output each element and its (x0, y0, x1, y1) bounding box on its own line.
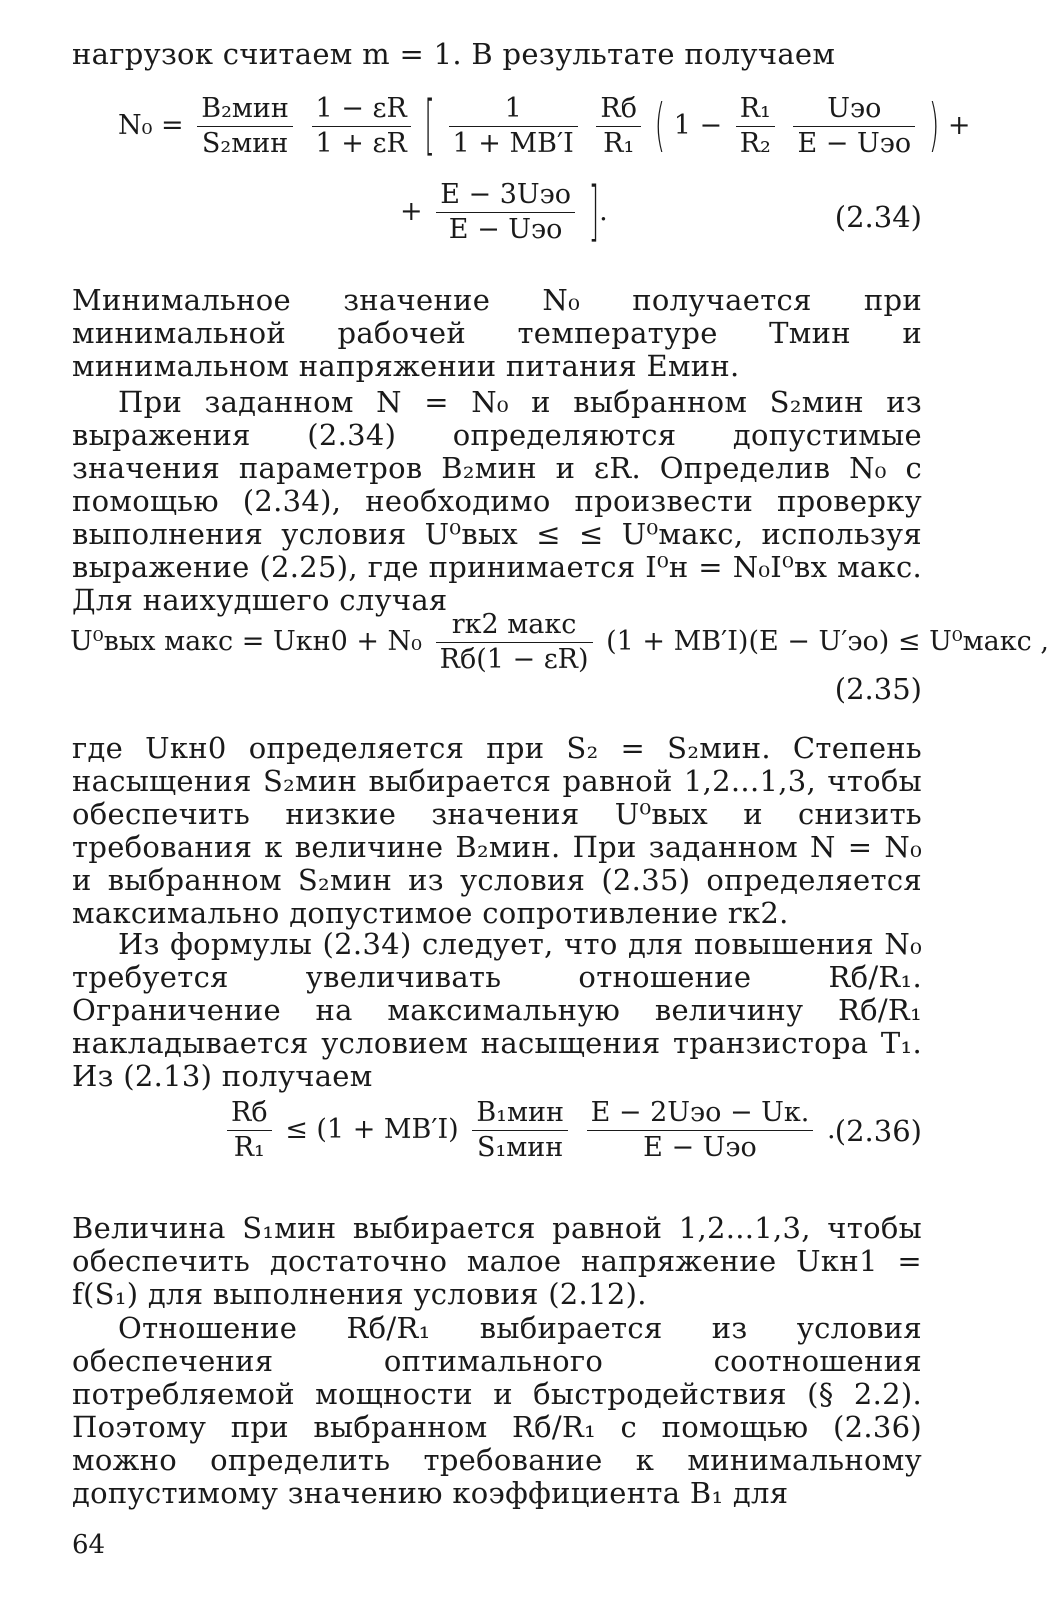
paragraph-minimum-n0: Минимальное значение N₀ получается при минимальной рабочей температуре Tмин и минимальном напряжении питания Eмин. (72, 283, 922, 383)
paragraph-ratio-rb-r1: Отношение Rб/R₁ выбирается из условия обеспечения оптимального соотношения потребляемой мощности и быстродействия (§ 2.2). Поэтому при выбранном Rб/R₁ с помощью (2.36) можно определить требование к минимальному допустимому значению коэффициента B₁ для (72, 1311, 922, 1510)
equation-number-2-35: (2.35) (834, 672, 922, 706)
eq234-one-minus: 1 − (673, 110, 723, 141)
equation-2-35 (70, 608, 1049, 677)
eq234-fraction-eps: $\frac{1 - \varepsilon R}{1 + \varepsilon R}$ (312, 92, 411, 161)
eq235-rhs: (1 + MB′I)(E − U′эо) ≤ U⁰макс , (606, 626, 1049, 657)
eq234-open-paren: ( (654, 93, 666, 160)
eq234-lhs: N₀ = (118, 110, 184, 141)
paragraph-s1min: Величина S₁мин выбирается равной 1,2...1,3, чтобы обеспечить достаточно малое напряжение Uкн1 = f(S₁) для выполнения условия (2.12). (72, 1211, 922, 1311)
eq234-open-bracket: [ (424, 89, 435, 164)
eq234-close-bracket: ] (588, 175, 600, 250)
eq235-lhs: U⁰вых макс = Uкн0 + N₀ (70, 626, 423, 657)
eq234-period: . (599, 196, 608, 227)
page-number: 64 (72, 1530, 106, 1560)
paragraph-given-n: При заданном N = N₀ и выбранном S₂мин из выражения (2.34) определяются допустимые значения параметров B₂мин и εR. Определив N₀ с помощью (2.34), необходимо произвести проверку выполнения условия U⁰вых ≤ ≤ U⁰макс, используя выражение (2.25), где принимается I⁰н = N₀I⁰вх макс. Для наихудшего случая (72, 385, 922, 617)
eq236-mid: ≤ (1 + MB′I) (285, 1114, 459, 1145)
intro-line: нагрузок считаем m = 1. В результате получаем (72, 37, 836, 71)
eq234-plus: + (947, 110, 971, 141)
eq236-fraction-e2u: E − 2Uэо − Uк. E − Uэо (587, 1096, 814, 1165)
eq234-fraction-1-mb: $\frac{1}{1 + MB'I}$ (449, 92, 578, 161)
eq234-fraction-b2-s2: B₂мин S₂мин (197, 92, 293, 161)
eq234-fraction-rb-r1: Rб R₁ (596, 92, 641, 161)
paragraph-formula-follows: Из формулы (2.34) следует, что для повышения N₀ требуется увеличивать отношение Rб/R₁. Ограничение на максимальную величину Rб/R₁ накладывается условием насыщения транзистора T₁. Из (2.13) получаем (72, 927, 922, 1093)
eq234-fraction-e3u: E − 3Uэо E − Uэо (436, 178, 575, 247)
eq234-close-paren: ) (928, 93, 940, 160)
eq234-plus2: + (400, 196, 423, 227)
eq235-fraction-rk2: rк2 макс Rб(1 − εR) (436, 608, 593, 677)
equation-number-2-36: (2.36) (834, 1114, 922, 1148)
eq234-fraction-r1-r2: $\frac{\text{R₁}}{\text{R₂}}$ (736, 92, 775, 161)
equation-2-34-line2 (400, 175, 608, 250)
equation-2-36 (222, 1096, 836, 1165)
eq236-fraction-b1-s1: B₁мин S₁мин (472, 1096, 568, 1165)
eq236-period: . (826, 1114, 836, 1145)
paragraph-ukn0: где Uкн0 определяется при S₂ = S₂мин. Степень насыщения S₂мин выбирается равной 1,2...1,3, чтобы обеспечить низкие значения U⁰вых и снизить требования к величине B₂мин. При заданном N = N₀ и выбранном S₂мин из условия (2.35) определяется максимально допустимое сопротивление rк2. (72, 731, 922, 930)
eq234-fraction-ueo: Uэо E − Uэо (793, 92, 915, 161)
eq236-fraction-rb-r1: Rб R₁ (227, 1096, 272, 1165)
equation-number-2-34: (2.34) (834, 200, 922, 234)
equation-2-34-line1 (118, 89, 971, 164)
